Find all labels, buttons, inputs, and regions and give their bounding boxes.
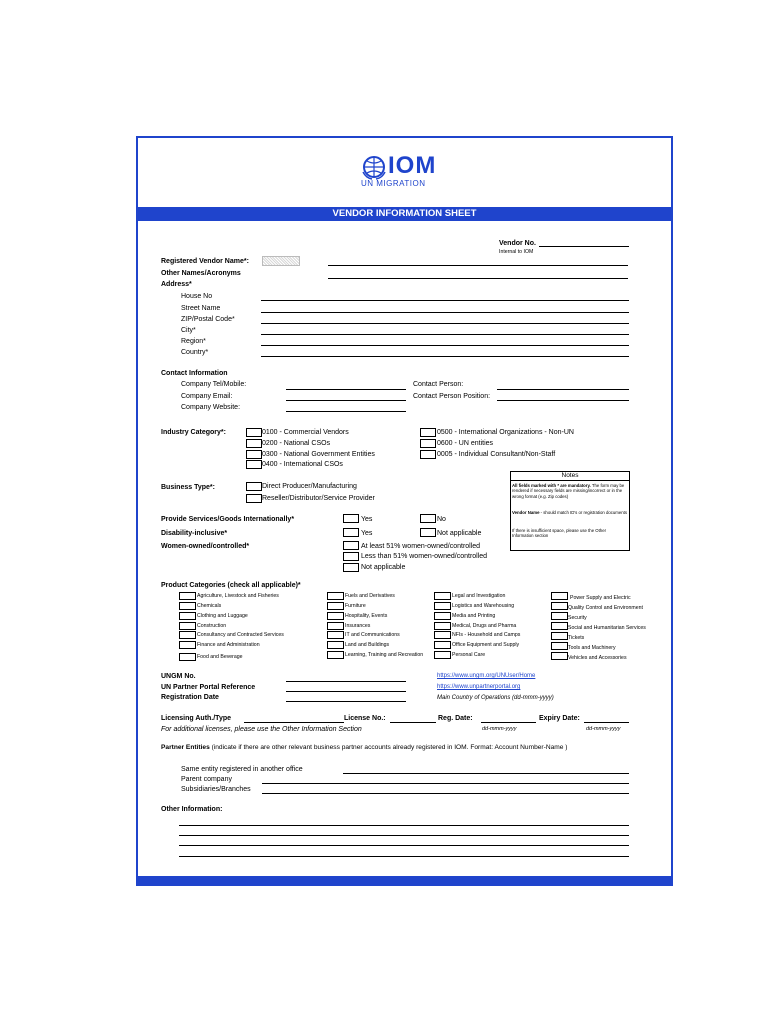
reg-date-format: dd-mmm-yyyy [482, 726, 517, 732]
address-field-label: Region* [181, 338, 206, 345]
product-categories-heading: Product Categories (check all applicable)* [161, 582, 301, 589]
vendor-name-shaded-cell [262, 256, 300, 266]
product-label: Insurances [345, 623, 371, 629]
reg-date-label: Reg. Date: [438, 715, 473, 722]
industry-option-label: 0005 - Individual Consultant/Non-Staff [437, 451, 556, 458]
address-field-label: ZIP/Postal Code* [181, 316, 235, 323]
product-checkbox[interactable] [327, 602, 344, 610]
notes-p2-text: - should match ID's or registration documents [539, 510, 627, 515]
partner-item-field[interactable] [262, 793, 629, 794]
license-no-label: License No.: [344, 715, 386, 722]
address-field-label: Street Name [181, 305, 221, 312]
other-names-field[interactable] [328, 278, 628, 279]
vendor-no-field[interactable] [539, 246, 629, 247]
product-label: Food and Beverage [197, 654, 243, 660]
disability-label: Disability-inclusive* [161, 530, 228, 537]
product-checkbox[interactable] [327, 641, 344, 649]
product-checkbox[interactable] [327, 631, 344, 639]
partner-item-label: Subsidiaries/Branches [181, 786, 251, 793]
product-checkbox[interactable] [327, 612, 344, 620]
licensing-auth-field[interactable] [244, 722, 344, 723]
industry-option-label: 0600 - UN entities [437, 440, 494, 447]
product-label: Tools and Machinery [568, 645, 616, 651]
unpartnerportal-link[interactable]: https://www.unpartnerportal.org [437, 684, 521, 690]
business-type-option: Direct Producer/Manufacturing [262, 483, 357, 490]
contact-left-label: Company Website: [181, 404, 241, 411]
address-field-line[interactable] [261, 323, 629, 324]
industry-checkbox[interactable] [246, 450, 262, 459]
product-label: Tickets [568, 635, 585, 641]
partner-entities-heading [161, 745, 567, 752]
expiry-date-label: Expiry Date: [539, 715, 580, 722]
product-checkbox[interactable] [179, 653, 196, 661]
expiry-date-format: dd-mmm-yyyy [586, 726, 621, 732]
product-label: Legal and Investigation [452, 593, 506, 599]
product-checkbox[interactable] [551, 592, 568, 600]
ungm-link[interactable]: https://www.ungm.org/UNUser/Home [437, 673, 536, 679]
license-no-field[interactable] [390, 722, 436, 723]
product-label: IT and Communications [345, 632, 400, 638]
iom-logo-emblem [361, 154, 387, 180]
business-type-checkbox[interactable] [246, 482, 262, 491]
business-type-label: Business Type*: [161, 484, 215, 491]
product-checkbox[interactable] [434, 622, 451, 630]
product-label: Personal Care [452, 652, 486, 658]
product-checkbox[interactable] [551, 602, 568, 610]
women-owned-option: Not applicable [361, 564, 406, 571]
product-label: Chemicals [197, 603, 222, 609]
ungm-no-field[interactable] [286, 681, 406, 682]
address-field-line[interactable] [261, 334, 629, 335]
registered-vendor-name-label: Registered Vendor Name*: [161, 258, 249, 265]
registration-date-label: Registration Date [161, 694, 219, 701]
industry-category-label: Industry Category*: [161, 429, 226, 436]
international-label: Provide Services/Goods Internationally* [161, 516, 295, 523]
industry-checkbox[interactable] [246, 439, 262, 448]
contact-right-label: Contact Person: [413, 381, 464, 388]
expiry-date-field[interactable] [584, 722, 629, 723]
other-information-line[interactable] [179, 835, 629, 836]
international-no-checkbox[interactable] [420, 514, 436, 523]
product-label: Finance and Administration [197, 642, 260, 648]
product-checkbox[interactable] [551, 632, 568, 640]
notes-title: Notes [510, 471, 630, 481]
other-information-label: Other Information: [161, 806, 223, 813]
un-partner-portal-field[interactable] [286, 691, 406, 692]
product-checkbox[interactable] [179, 631, 196, 639]
product-checkbox[interactable] [179, 592, 196, 600]
disability-yes-label: Yes [361, 530, 373, 537]
registration-date-field[interactable] [286, 701, 406, 702]
licensing-note: For additional licenses, please use the Other Information Section [161, 726, 362, 733]
notes-paragraph-2 [512, 510, 628, 515]
product-label: Office Equipment and Supply [452, 642, 520, 648]
footer-bar [136, 876, 673, 886]
product-checkbox[interactable] [551, 622, 568, 630]
product-checkbox[interactable] [179, 641, 196, 649]
vendor-no-label: Vendor No. [499, 240, 536, 247]
contact-right-field[interactable] [497, 400, 629, 401]
product-checkbox[interactable] [434, 602, 451, 610]
disability-yes-checkbox[interactable] [343, 528, 359, 537]
contact-left-field[interactable] [286, 400, 406, 401]
ungm-no-label: UNGM No. [161, 673, 196, 680]
address-field-line[interactable] [261, 345, 629, 346]
licensing-auth-label: Licensing Auth./Type [161, 715, 232, 722]
partner-item-label: Parent company [181, 776, 232, 783]
product-checkbox[interactable] [434, 641, 451, 649]
product-checkbox[interactable] [327, 622, 344, 630]
address-field-line[interactable] [261, 300, 629, 301]
contact-left-label: Company Tel/Mobile: [181, 381, 247, 388]
un-partner-portal-label: UN Partner Portal Reference [161, 684, 256, 691]
product-checkbox[interactable] [434, 651, 451, 659]
address-field-label: Country* [181, 349, 209, 356]
industry-option-label: 0300 - National Government Entities [262, 451, 375, 458]
product-label: Fuels and Derivatives [345, 593, 395, 599]
product-label: Agriculture, Livestock and Fisheries [197, 593, 279, 599]
product-checkbox[interactable] [551, 652, 568, 660]
contact-left-field[interactable] [286, 389, 406, 390]
other-names-label: Other Names/Acronyms [161, 270, 241, 277]
product-checkbox[interactable] [434, 631, 451, 639]
product-label: Logistics and Warehousing [452, 603, 515, 609]
industry-option-label: 0200 - National CSOs [262, 440, 331, 447]
address-field-line[interactable] [261, 312, 629, 313]
other-information-line[interactable] [179, 845, 629, 846]
address-label: Address* [161, 281, 192, 288]
other-information-line[interactable] [179, 856, 629, 857]
form-title: VENDOR INFORMATION SHEET [138, 207, 671, 221]
address-field-label: City* [181, 327, 196, 334]
industry-checkbox[interactable] [420, 450, 436, 459]
reg-date-field[interactable] [481, 722, 536, 723]
partner-entities-text: (indicate if there are other relevant business partner accounts already registered in IOM. Format: Account Number-Name ) [209, 744, 568, 751]
industry-option-label: 0500 - International Organizations - Non-UN [437, 429, 574, 436]
partner-entities-bold: Partner Entities [161, 744, 210, 751]
disability-na-checkbox[interactable] [420, 528, 436, 537]
product-label: Furniture [345, 603, 366, 609]
vendor-name-field[interactable] [328, 265, 628, 266]
women-owned-option: At least 51% women-owned/controlled [361, 543, 481, 550]
industry-checkbox[interactable] [246, 460, 262, 469]
notes-p2-bold: Vendor Name [512, 510, 540, 515]
industry-checkbox[interactable] [246, 428, 262, 437]
international-no-label: No [437, 516, 446, 523]
product-label: Consultancy and Contracted Services [197, 632, 284, 638]
product-checkbox[interactable] [179, 622, 196, 630]
partner-item-label: Same entity registered in another office [181, 766, 303, 773]
international-yes-label: Yes [361, 516, 373, 523]
product-label: Construction [197, 623, 227, 629]
women-owned-option: Less than 51% women-owned/controlled [361, 553, 488, 560]
other-information-line[interactable] [179, 825, 629, 826]
product-label: Medical, Drugs and Pharma [452, 623, 517, 629]
product-label: Security [568, 615, 587, 621]
product-label: Vehicles and Accessories [568, 655, 627, 661]
women-owned-checkbox[interactable] [343, 541, 359, 550]
product-label: Quality Control and Environment [568, 605, 643, 611]
industry-option-label: 0100 - Commercial Vendors [262, 429, 349, 436]
women-owned-label: Women-owned/controlled* [161, 543, 250, 550]
notes-paragraph-1 [512, 483, 628, 499]
product-checkbox[interactable] [179, 612, 196, 620]
product-checkbox[interactable] [327, 651, 344, 659]
disability-na-label: Not applicable [437, 530, 482, 537]
contact-left-field[interactable] [286, 411, 406, 412]
partner-item-field[interactable] [343, 773, 629, 774]
logo-mark: IOM [388, 152, 437, 179]
industry-checkbox[interactable] [420, 439, 436, 448]
product-label: Media and Printing [452, 613, 496, 619]
product-checkbox[interactable] [179, 602, 196, 610]
product-label: Power Supply and Electric [570, 595, 631, 601]
contact-right-field[interactable] [497, 389, 629, 390]
notes-p1-text: The form may be rendered if necessary fields are missing/incorrect or in the wrong format (e.g. Zip codes) [512, 483, 625, 499]
international-yes-checkbox[interactable] [343, 514, 359, 523]
notes-p1-bold: All fields marked with * are mandatory. [512, 483, 591, 488]
product-label: Social and Humanitarian Services [568, 625, 646, 631]
business-type-checkbox[interactable] [246, 494, 262, 503]
product-checkbox[interactable] [434, 612, 451, 620]
logo-tagline: UN MIGRATION [361, 179, 426, 188]
product-label: Learning, Training and Recreation [345, 652, 424, 658]
address-field-line[interactable] [261, 356, 629, 357]
product-label: Land and Buildings [345, 642, 390, 648]
contact-left-label: Company Email: [181, 393, 233, 400]
address-field-label: House No [181, 293, 213, 300]
product-checkbox[interactable] [551, 612, 568, 620]
industry-option-label: 0400 - International CSOs [262, 461, 343, 468]
product-label: Hospitality, Events [345, 613, 388, 619]
women-owned-checkbox[interactable] [343, 563, 359, 572]
women-owned-checkbox[interactable] [343, 552, 359, 561]
product-checkbox[interactable] [327, 592, 344, 600]
contact-right-label: Contact Person Position: [413, 393, 491, 400]
notes-paragraph-3: If there is insufficient space, please use the Other Information section [512, 528, 607, 539]
vendor-no-sub: Internal to IOM [499, 249, 534, 255]
product-checkbox[interactable] [551, 642, 568, 650]
contact-heading: Contact Information [161, 370, 228, 377]
business-type-option: Reseller/Distributor/Service Provider [262, 495, 375, 502]
product-checkbox[interactable] [434, 592, 451, 600]
industry-checkbox[interactable] [420, 428, 436, 437]
product-label: Clothing and Luggage [197, 613, 248, 619]
main-country-text: Main Country of Operations (dd-mmm-yyyy) [437, 695, 554, 701]
partner-item-field[interactable] [262, 783, 629, 784]
product-label: NFIs - Household and Camps [452, 632, 521, 638]
